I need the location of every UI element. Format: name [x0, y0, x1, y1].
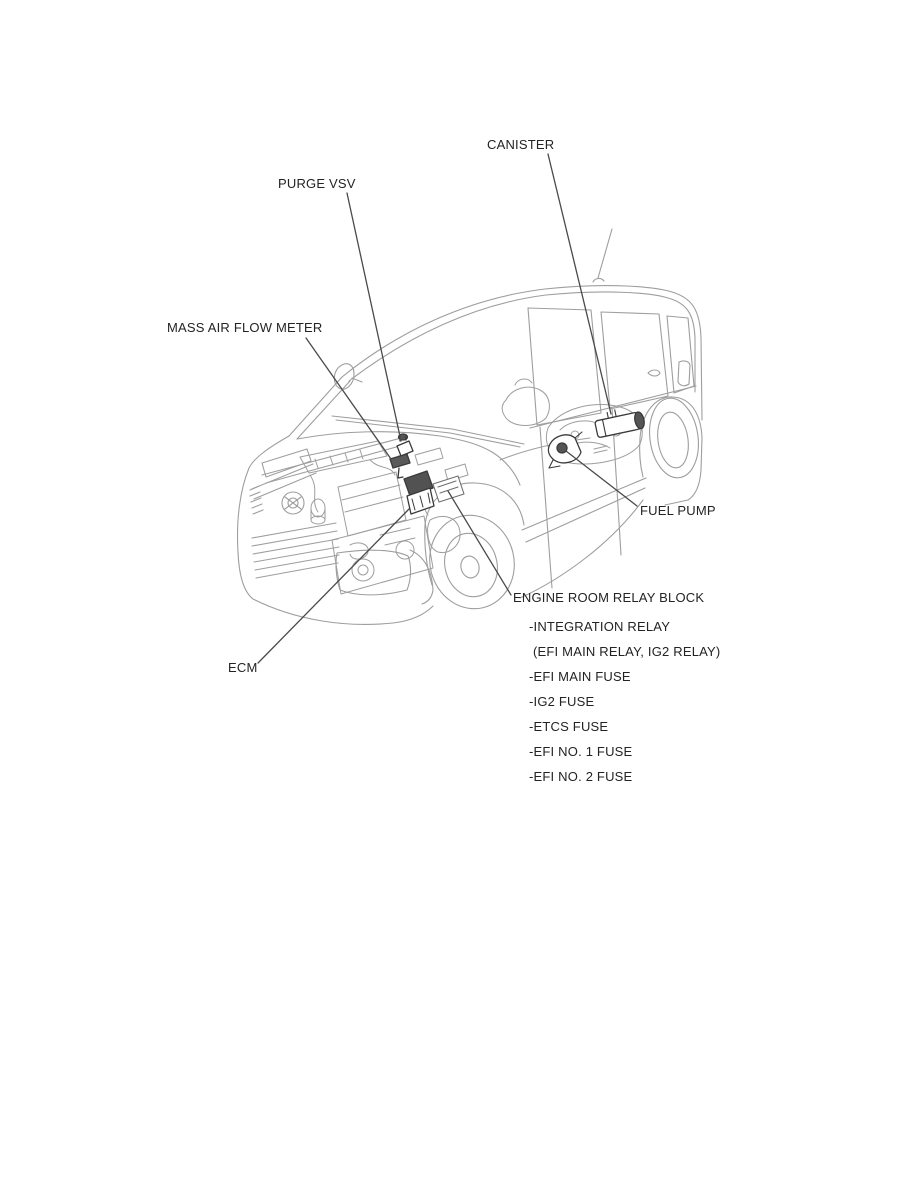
relay-item-integration-relay: -INTEGRATION RELAY [529, 619, 671, 634]
relay-item-efi-no1-fuse: -EFI NO. 1 FUSE [529, 744, 633, 759]
fuel-filler-door [678, 361, 690, 386]
seat-outline [502, 387, 549, 425]
maf-leader-line [306, 338, 391, 459]
relay-item-efi-no2-fuse: -EFI NO. 2 FUSE [529, 769, 633, 784]
maf-component [390, 454, 410, 478]
relay-item-etcs-fuse: -ETCS FUSE [529, 719, 609, 734]
ecm-label: ECM [228, 660, 258, 675]
rear-wheel-rim [654, 410, 692, 470]
rear-door-window [601, 312, 668, 409]
ecm-component [404, 471, 434, 514]
relay-item-efi-main-fuse: -EFI MAIN FUSE [529, 669, 631, 684]
mass-air-flow-meter-label: MASS AIR FLOW METER [167, 320, 323, 335]
rear-door-handle [648, 370, 660, 376]
canister-label: CANISTER [487, 137, 555, 152]
engine-bay-detail [300, 441, 468, 594]
relay-block-item-list [529, 614, 720, 789]
front-tire [420, 506, 524, 618]
roof-antenna [593, 229, 612, 282]
front-door-handle [594, 446, 607, 453]
fuel-pump-leader-line [566, 451, 637, 506]
front-wheel-rim [438, 528, 504, 603]
relay-item-efi-main-ig2-relay: (EFI MAIN RELAY, IG2 RELAY) [533, 644, 721, 659]
relay-block-component [433, 476, 464, 502]
quarter-window [667, 316, 694, 393]
fuel-pump-component [548, 432, 582, 468]
purge-vsv-label: PURGE VSV [278, 176, 356, 191]
relay-item-ig2-fuse: -IG2 FUSE [529, 694, 595, 709]
purge-vsv-leader-line [347, 193, 401, 441]
canister-leader-line [548, 154, 611, 414]
lower-grille-slats [252, 523, 339, 578]
engine-room-relay-block-label: ENGINE ROOM RELAY BLOCK [513, 590, 705, 605]
fuel-pump-label: FUEL PUMP [640, 503, 716, 518]
